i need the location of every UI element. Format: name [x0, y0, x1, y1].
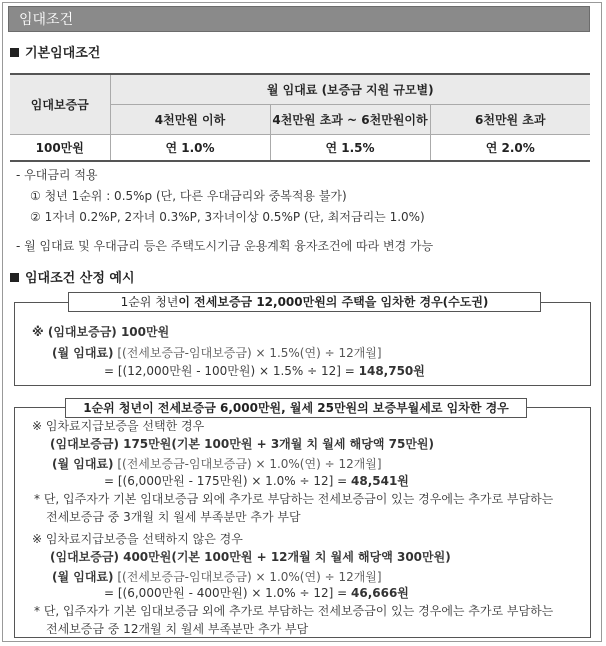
square-bullet-icon	[10, 48, 19, 57]
col-group-header: 월 임대료 (보증금 지원 규모별)	[110, 74, 590, 104]
row-value-3: 연 2.0%	[430, 134, 590, 161]
example1-title-b: 이 전세보증금 12,000만원의 주택을 임차한 경우(수도권)	[178, 295, 489, 309]
example1-line1: ※ (임대보증금) 100만원	[32, 325, 170, 339]
row-value-2: 연 1.5%	[270, 134, 430, 161]
section-basic-label: 기본임대조건	[25, 46, 101, 61]
pref-title: - 우대금리 적용	[16, 168, 98, 182]
section-example	[10, 267, 135, 286]
rent-table	[10, 73, 590, 162]
square-bullet-icon	[10, 273, 19, 282]
example1-line2: (월 임대료) [(전세보증금-임대보증금) × 1.5%(연) ÷ 12개월]	[52, 346, 382, 360]
section-example-label: 임대조건 산정 예시	[25, 271, 135, 286]
example1-line3: = [(12,000만원 - 100만원) × 1.5% ÷ 12] = 148,750원	[104, 364, 425, 378]
page-title: 임대조건	[8, 6, 590, 32]
example2-a-line3: = [(6,000만원 - 175만원) × 1.0% ÷ 12] = 48,541원	[104, 474, 409, 488]
example2-b-note2: 전세보증금 중 12개월 치 월세 부족분만 추가 부담	[46, 622, 309, 636]
example2-a-note1: * 단, 입주자가 기본 임대보증금 외에 추가로 부담하는 전세보증금이 있는 경우에는 추가로 부담하는	[34, 492, 554, 506]
section-basic-conditions	[10, 42, 100, 61]
example2-a-line2: (월 임대료) [(전세보증금-임대보증금) × 1.0%(연) ÷ 12개월]	[52, 457, 382, 471]
example2-a-line1: (임대보증금) 175만원(기본 100만원 + 3개월 치 월세 해당액 75만원)	[50, 437, 434, 451]
example1-title-a: 1순위 청년	[120, 295, 179, 309]
row-label: 100만원	[10, 134, 110, 161]
example2-a-head: ※ 임차료지급보증을 선택한 경우	[32, 419, 205, 433]
example2-b-line2: (월 임대료) [(전세보증금-임대보증금) × 1.0%(연) ÷ 12개월]	[52, 570, 382, 584]
example2-a-note2: 전세보증금 중 3개월 치 월세 부족분만 추가 부담	[46, 510, 301, 524]
pref-item-2: ② 1자녀 0.2%P, 2자녀 0.3%P, 3자녀이상 0.5%P (단, 최저금리는 1.0%)	[30, 210, 425, 224]
example2-b-note1: * 단, 입주자가 기본 임대보증금 외에 추가로 부담하는 전세보증금이 있는 경우에는 추가로 부담하는	[34, 604, 554, 618]
example1-title	[68, 292, 541, 312]
col-deposit-header: 임대보증금	[10, 74, 110, 134]
example2-title: 1순위 청년이 전세보증금 6,000만원, 월세 25만원의 보증부월세로 임차한 경우	[65, 398, 527, 418]
example2-b-head: ※ 임차료지급보증을 선택하지 않은 경우	[32, 532, 243, 546]
example2-b-line3: = [(6,000만원 - 400만원) × 1.0% ÷ 12] = 46,666원	[104, 586, 409, 600]
change-note: - 월 임대료 및 우대금리 등은 주택도시기금 운용계획 융자조건에 따라 변경 가능	[16, 239, 434, 253]
col-header-2: 4천만원 초과 ~ 6천만원이하	[270, 104, 430, 134]
pref-item-1: ① 청년 1순위 : 0.5%p (단, 다른 우대금리와 중복적용 불가)	[30, 189, 347, 203]
row-value-1: 연 1.0%	[110, 134, 270, 161]
example2-b-line1: (임대보증금) 400만원(기본 100만원 + 12개월 치 월세 해당액 300만원)	[50, 550, 451, 564]
col-header-1: 4천만원 이하	[110, 104, 270, 134]
col-header-3: 6천만원 초과	[430, 104, 590, 134]
